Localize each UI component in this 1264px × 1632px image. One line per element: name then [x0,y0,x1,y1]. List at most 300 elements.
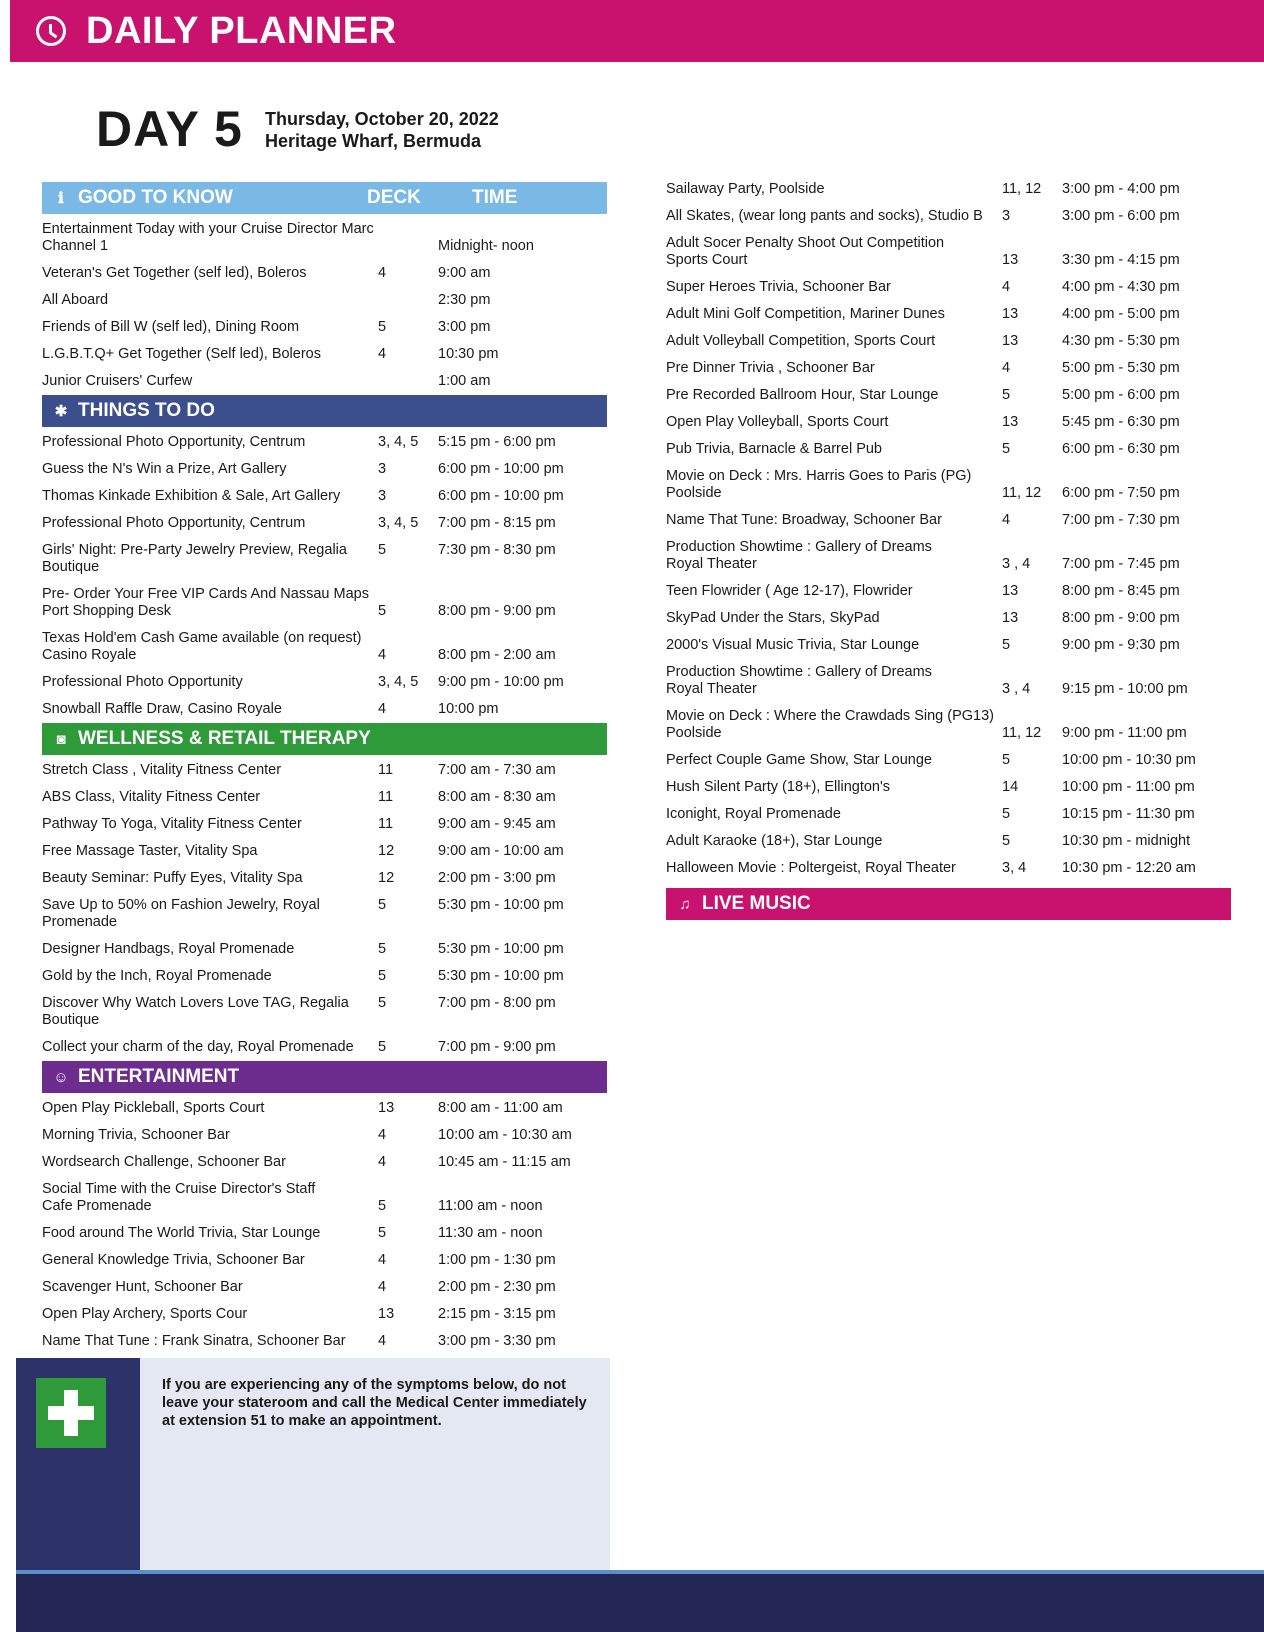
event-time: 9:00 am - 9:45 am [438,816,556,832]
event-time: 8:00 pm - 9:00 pm [1062,610,1180,626]
event-deck: 4 [378,1154,387,1170]
event-time: 10:00 pm [438,701,499,717]
event-deck: 13 [1002,414,1019,430]
schedule-row [42,483,607,510]
section-title: THINGS TO DO [78,400,215,421]
wellness-icon: ◙ [56,730,66,748]
schedule-row [666,176,1231,203]
schedule-row [42,1247,607,1274]
event-title: Guess the N's Win a Prize, Art Gallery [42,461,287,477]
day-location: Heritage Wharf, Bermuda [265,131,482,151]
event-name [666,414,1002,431]
schedule-row [666,774,1231,801]
schedule-row [42,1220,607,1247]
event-title: Production Showtime : Gallery of Dreams [666,539,932,555]
schedule-row [42,287,607,314]
event-deck: 4 [378,647,387,663]
event-deck: 4 [378,346,387,362]
event-deck: 3, 4, 5 [378,674,419,690]
event-deck: 5 [378,1225,387,1241]
event-title: All Aboard [42,292,109,308]
event-time: 3:00 pm - 6:00 pm [1062,208,1180,224]
event-title: Food around The World Trivia, Star Lounge [42,1225,321,1241]
event-name [42,1127,378,1144]
event-deck: 5 [1002,637,1011,653]
day-label: DAY 5 [96,101,243,157]
event-name [42,1039,378,1056]
event-time: 10:30 pm [438,346,499,362]
event-name [42,630,378,664]
event-deck: 5 [378,897,387,913]
event-title: Wordsearch Challenge, Schooner Bar [42,1154,286,1170]
section-title: WELLNESS & RETAIL THERAPY [78,728,371,749]
event-venue: Royal Theater [666,556,757,572]
event-title: Stretch Class , Vitality Fitness Center [42,762,282,778]
things-to-do-list [42,429,607,723]
event-time: 7:00 pm - 8:15 pm [438,515,556,531]
event-time: 7:00 pm - 7:30 pm [1062,512,1180,528]
schedule-row [42,865,607,892]
schedule-row [42,581,607,625]
schedule-row [42,341,607,368]
event-name [666,806,1002,823]
right-column [666,176,1231,922]
medical-message: If you are experiencing any of the symptoms below, do not leave your stateroom and call the Medical Center immediately at extension 51 to make an appointment. [162,1377,587,1429]
event-name [666,583,1002,600]
schedule-row [42,757,607,784]
schedule-row [666,463,1231,507]
event-time: 9:00 am - 10:00 am [438,843,564,859]
event-name [42,1154,378,1171]
event-time: 8:00 pm - 2:00 am [438,647,556,663]
event-deck: 13 [1002,252,1019,268]
schedule-row [666,605,1231,632]
event-name [666,512,1002,529]
schedule-row [666,355,1231,382]
event-deck: 3 [378,461,387,477]
event-title: Teen Flowrider ( Age 12-17), Flowrider [666,583,913,599]
schedule-row [666,855,1231,882]
schedule-row [666,328,1231,355]
event-name [42,542,378,576]
event-name [42,897,378,931]
event-deck: 13 [378,1100,395,1116]
event-name [666,708,1002,742]
event-name [42,346,378,363]
event-time: 6:00 pm - 10:00 pm [438,461,564,477]
section-live-music [666,888,1231,920]
schedule-row [42,1149,607,1176]
event-title: Professional Photo Opportunity, Centrum [42,434,306,450]
event-name [666,468,1002,502]
event-deck: 3, 4, 5 [378,515,419,531]
event-name [42,221,378,255]
event-title: Entertainment Today with your Cruise Director Marc [42,221,374,237]
event-title: Pub Trivia, Barnacle & Barrel Pub [666,441,882,457]
event-deck: 13 [378,1306,395,1322]
event-title: Scavenger Hunt, Schooner Bar [42,1279,243,1295]
event-deck: 5 [378,319,387,335]
event-deck: 12 [378,870,395,886]
header-banner [10,0,1264,62]
event-title: Adult Socer Penalty Shoot Out Competition [666,235,945,251]
schedule-row [666,382,1231,409]
event-deck: 11 [378,762,394,778]
event-title: Hush Silent Party (18+), Ellington's [666,779,890,795]
schedule-row [666,828,1231,855]
event-time: 6:00 pm - 6:30 pm [1062,441,1180,457]
event-deck: 5 [378,1039,387,1055]
event-name [666,860,1002,877]
event-title: Halloween Movie : Poltergeist, Royal Theater [666,860,956,876]
event-deck: 5 [1002,441,1011,457]
event-name [666,235,1002,269]
schedule-row [42,784,607,811]
event-name [42,762,378,779]
schedule-row [666,534,1231,578]
event-deck: 3 , 4 [1002,681,1031,697]
event-title: Production Showtime : Gallery of Dreams [666,664,932,680]
activities-list [666,176,1231,882]
event-name [666,664,1002,698]
event-time: 9:15 pm - 10:00 pm [1062,681,1188,697]
schedule-row [42,314,607,341]
event-name [42,843,378,860]
event-name [42,515,378,532]
event-title: Save Up to 50% on Fashion Jewelry, Royal Promenade [42,897,320,930]
event-title: Texas Hold'em Cash Game available (on request) [42,630,362,646]
page-title: DAILY PLANNER [86,9,397,52]
event-time: 5:15 pm - 6:00 pm [438,434,556,450]
event-deck: 4 [378,701,387,717]
schedule-row [42,669,607,696]
event-deck: 4 [1002,512,1011,528]
event-venue: Royal Theater [666,681,757,697]
medical-sidebar [16,1358,140,1570]
event-title: Adult Karaoke (18+), Star Lounge [666,833,883,849]
schedule-row [42,429,607,456]
event-title: Beauty Seminar: Puffy Eyes, Vitality Spa [42,870,303,886]
event-deck: 5 [1002,752,1011,768]
event-time: 9:00 am [438,265,491,281]
event-deck: 13 [1002,306,1019,322]
medical-notice [16,1358,610,1570]
event-time: 1:00 pm - 1:30 pm [438,1252,556,1268]
event-title: General Knowledge Trivia, Schooner Bar [42,1252,305,1268]
schedule-row [666,578,1231,605]
event-time: 7:00 pm - 7:45 pm [1062,556,1180,572]
event-time: 3:30 pm - 4:15 pm [1062,252,1180,268]
masks-icon: ☺ [53,1068,69,1086]
event-title: Thomas Kinkade Exhibition & Sale, Art Gallery [42,488,341,504]
event-title: Junior Cruisers' Curfew [42,373,193,389]
event-time: Midnight- noon [438,238,534,254]
schedule-row [42,963,607,990]
schedule-row [42,1301,607,1328]
event-title: Professional Photo Opportunity, Centrum [42,515,306,531]
event-name [666,779,1002,796]
event-name [42,941,378,958]
event-time: 2:15 pm - 3:15 pm [438,1306,556,1322]
event-time: 8:00 am - 8:30 am [438,789,556,805]
event-time: 2:00 pm - 3:00 pm [438,870,556,886]
event-title: Movie on Deck : Where the Crawdads Sing (PG13) [666,708,994,724]
event-time: 10:00 pm - 11:00 pm [1062,779,1195,795]
event-name [42,1225,378,1242]
event-deck: 4 [378,1252,387,1268]
event-title: Adult Volleyball Competition, Sports Court [666,333,936,349]
event-deck: 5 [378,995,387,1011]
event-title: Friends of Bill W (self led), Dining Room [42,319,300,335]
event-name [666,333,1002,350]
event-title: Professional Photo Opportunity [42,674,243,690]
day-date: Thursday, October 20, 2022 [265,109,499,129]
event-name [42,701,378,718]
event-title: Pre Recorded Ballroom Hour, Star Lounge [666,387,939,403]
event-title: All Skates, (wear long pants and socks), Studio B [666,208,983,224]
event-name [42,1279,378,1296]
event-title: Pathway To Yoga, Vitality Fitness Center [42,816,302,832]
event-deck: 5 [378,542,387,558]
event-name [42,995,378,1029]
event-deck: 3 , 4 [1002,556,1031,572]
event-name [666,441,1002,458]
event-deck: 13 [1002,583,1019,599]
event-deck: 5 [378,941,387,957]
event-name [666,279,1002,296]
event-time: 9:00 pm - 11:00 pm [1062,725,1187,741]
event-name [42,968,378,985]
event-title: Gold by the Inch, Royal Promenade [42,968,272,984]
event-deck [378,292,438,309]
event-title: Open Play Volleyball, Sports Court [666,414,889,430]
schedule-row [42,368,607,395]
event-time: 7:00 pm - 8:00 pm [438,995,556,1011]
event-title: Open Play Archery, Sports Cour [42,1306,248,1322]
event-time: 1:00 am [438,373,491,389]
event-time: 10:30 pm - midnight [1062,833,1191,849]
event-name [666,752,1002,769]
section-good-to-know [42,182,607,214]
event-time: 5:45 pm - 6:30 pm [1062,414,1180,430]
event-time: 9:00 pm - 9:30 pm [1062,637,1180,653]
event-title: Open Play Pickleball, Sports Court [42,1100,265,1116]
event-venue: Casino Royale [42,647,137,663]
event-time: 5:30 pm - 10:00 pm [438,897,564,913]
event-deck: 5 [1002,833,1011,849]
schedule-row [42,537,607,581]
event-title: Adult Mini Golf Competition, Mariner Dunes [666,306,945,322]
event-time: 5:30 pm - 10:00 pm [438,968,564,984]
event-time: 10:30 pm - 12:20 am [1062,860,1196,876]
event-deck: 4 [1002,360,1011,376]
event-title: Name That Tune : Frank Sinatra, Schooner Bar [42,1333,346,1349]
event-time: 3:00 pm - 4:00 pm [1062,181,1180,197]
event-name [42,586,378,620]
event-title: Veteran's Get Together (self led), Boleros [42,265,307,281]
schedule-row [42,1095,607,1122]
schedule-row [42,990,607,1034]
schedule-row [42,1122,607,1149]
event-deck: 11, 12 [1002,725,1042,741]
event-name [666,637,1002,654]
event-deck: 13 [1002,610,1019,626]
event-deck: 4 [378,1333,387,1349]
event-time: 5:00 pm - 6:00 pm [1062,387,1180,403]
event-name [42,319,378,336]
event-title: ABS Class, Vitality Fitness Center [42,789,261,805]
schedule-row [42,1274,607,1301]
left-column [42,182,607,1355]
schedule-row [666,659,1231,703]
schedule-row [42,936,607,963]
time-header: TIME [472,187,518,208]
event-title: Discover Why Watch Lovers Love TAG, Regalia Boutique [42,995,349,1028]
event-deck: 12 [378,843,395,859]
event-deck: 5 [1002,387,1011,403]
schedule-row [42,696,607,723]
event-deck: 13 [1002,333,1019,349]
event-title: Super Heroes Trivia, Schooner Bar [666,279,891,295]
section-wellness [42,723,607,755]
event-name [42,1306,378,1323]
event-title: Movie on Deck : Mrs. Harris Goes to Paris (PG) [666,468,972,484]
entertainment-list [42,1095,607,1355]
schedule-row [42,892,607,936]
event-time: 8:00 am - 11:00 am [438,1100,563,1116]
schedule-row [666,632,1231,659]
schedule-row [42,625,607,669]
event-title: Morning Trivia, Schooner Bar [42,1127,230,1143]
event-time: 8:00 pm - 8:45 pm [1062,583,1180,599]
event-deck: 4 [378,265,387,281]
event-time: 7:00 pm - 9:00 pm [438,1039,556,1055]
event-time: 2:00 pm - 2:30 pm [438,1279,556,1295]
activity-icon: ✱ [54,403,68,420]
section-title: ENTERTAINMENT [78,1066,240,1087]
event-deck: 14 [1002,779,1019,795]
event-deck: 11, 12 [1002,485,1042,501]
event-title: Sailaway Party, Poolside [666,181,825,197]
event-title: Social Time with the Cruise Director's Staff [42,1181,316,1197]
event-deck: 3, 4 [1002,860,1027,876]
event-time: 11:30 am - noon [438,1225,543,1241]
event-title: Perfect Couple Game Show, Star Lounge [666,752,932,768]
event-name [42,1181,378,1215]
info-icon: ℹ [58,190,64,207]
event-time: 7:00 am - 7:30 am [438,762,556,778]
section-things-to-do [42,395,607,427]
event-time: 8:00 pm - 9:00 pm [438,603,556,619]
schedule-row [42,1034,607,1061]
event-deck: 3, 4, 5 [378,434,419,450]
event-name [42,265,378,282]
event-name [666,610,1002,627]
event-title: L.G.B.T.Q+ Get Together (Self led), Boleros [42,346,321,362]
wellness-list [42,757,607,1061]
schedule-row [42,260,607,287]
schedule-row [666,274,1231,301]
event-title: Collect your charm of the day, Royal Promenade [42,1039,354,1055]
schedule-row [666,230,1231,274]
event-venue: Sports Court [666,252,748,268]
music-note-icon: ♫ [679,895,691,913]
event-name [42,870,378,887]
event-name [42,292,378,309]
event-time: 2:30 pm [438,292,491,308]
schedule-row [42,456,607,483]
event-time: 3:00 pm [438,319,491,335]
schedule-row [666,703,1231,747]
event-time: 10:00 am - 10:30 am [438,1127,572,1143]
event-name [666,181,1002,198]
section-title: GOOD TO KNOW [78,187,233,208]
medical-cross-icon [36,1378,106,1448]
event-time: 5:30 pm - 10:00 pm [438,941,564,957]
event-title: Free Massage Taster, Vitality Spa [42,843,258,859]
event-name [42,434,378,451]
schedule-row [42,1328,607,1355]
event-name [42,373,378,390]
schedule-row [42,216,607,260]
footer-line [16,1570,1264,1574]
event-name [42,816,378,833]
event-deck: 5 [1002,806,1011,822]
event-title: Iconight, Royal Promenade [666,806,841,822]
section-title: LIVE MUSIC [702,893,811,914]
event-time: 11:00 am - noon [438,1198,543,1214]
event-deck: 3 [1002,208,1011,224]
event-name [42,789,378,806]
event-name [42,1100,378,1117]
event-time: 4:00 pm - 4:30 pm [1062,279,1180,295]
event-name [666,208,1002,225]
event-time: 10:00 pm - 10:30 pm [1062,752,1196,768]
event-title: Pre Dinner Trivia , Schooner Bar [666,360,875,376]
event-title: Snowball Raffle Draw, Casino Royale [42,701,282,717]
event-deck: 11, 12 [1002,181,1042,197]
day-info [265,108,499,152]
schedule-row [666,203,1231,230]
schedule-row [42,811,607,838]
event-title: Pre- Order Your Free VIP Cards And Nassau Maps [42,586,369,602]
footer-bar [16,1570,1264,1632]
deck-header: DECK [367,187,421,208]
event-time: 6:00 pm - 10:00 pm [438,488,564,504]
event-name [42,674,378,691]
event-name [42,1252,378,1269]
event-time: 7:30 pm - 8:30 pm [438,542,556,558]
event-name [666,833,1002,850]
schedule-row [666,436,1231,463]
event-name [666,539,1002,573]
event-deck: 5 [378,968,387,984]
schedule-row [666,801,1231,828]
schedule-row [666,747,1231,774]
event-venue: Poolside [666,725,722,741]
event-title: Girls' Night: Pre-Party Jewelry Preview, Regalia Boutique [42,542,347,575]
event-time: 6:00 pm - 7:50 pm [1062,485,1180,501]
event-time: 4:30 pm - 5:30 pm [1062,333,1180,349]
event-name [666,387,1002,404]
event-name [42,461,378,478]
event-venue: Channel 1 [42,238,109,254]
event-title: Name That Tune: Broadway, Schooner Bar [666,512,942,528]
event-deck: 5 [378,1198,387,1214]
event-deck: 11 [378,816,394,832]
event-name [666,360,1002,377]
event-deck: 4 [378,1279,387,1295]
